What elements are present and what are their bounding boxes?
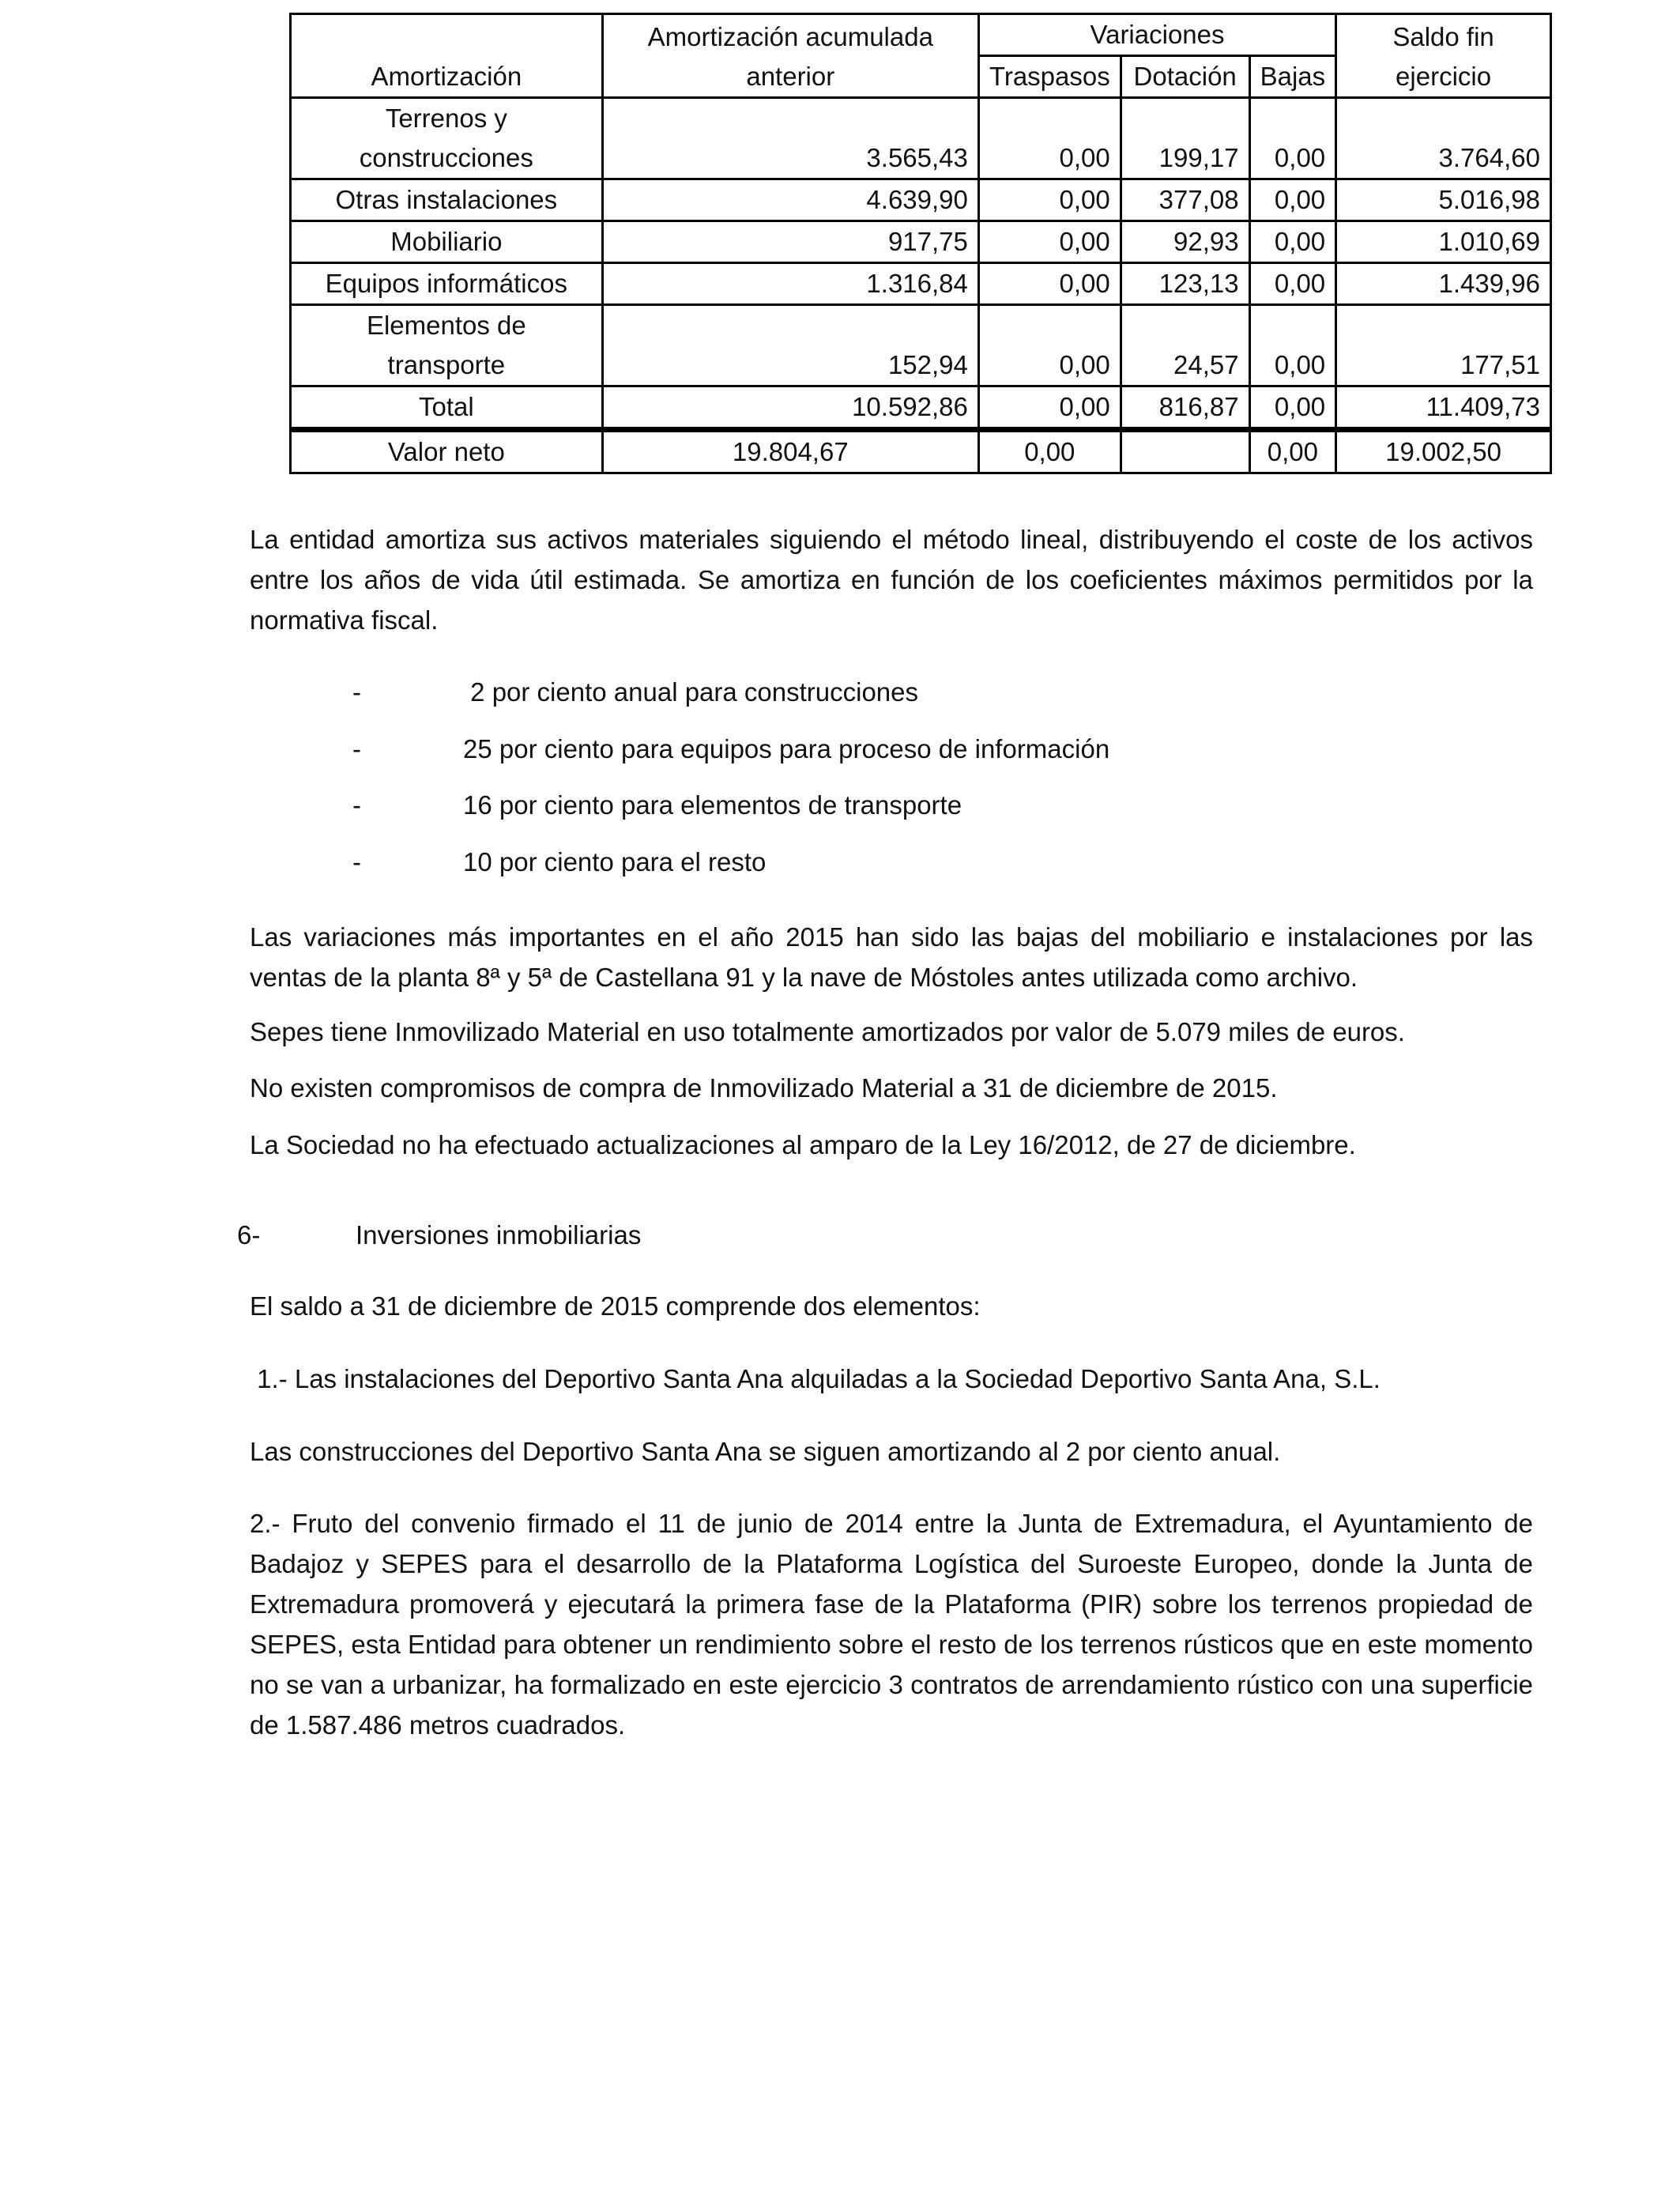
cell-saldo: 177,51 [1336, 305, 1551, 386]
neto-saldo: 19.002,50 [1336, 430, 1551, 473]
header-saldo-fin [1336, 14, 1551, 98]
total-saldo: 11.409,73 [1336, 386, 1551, 430]
paragraph-variaciones: Las variaciones más importantes en el año 2015 han sido las bajas del mobiliario e instalaciones por las ventas de la planta 8ª y 5ª de Castellana 91 y la nave de Móstoles antes utilizada como archivo. [250, 922, 1533, 992]
table-row [291, 98, 1551, 179]
row-label [291, 98, 603, 179]
section-heading [237, 1215, 641, 1255]
table-row [291, 221, 1551, 263]
neto-anterior: 19.804,67 [602, 430, 978, 473]
total-label: Total [291, 386, 603, 430]
cell-bajas: 0,00 [1249, 221, 1336, 263]
cell-bajas: 0,00 [1249, 305, 1336, 386]
paragraph-saldo: El saldo a 31 de diciembre de 2015 comprende dos elementos: [250, 1291, 981, 1321]
valor-neto-row [291, 430, 1551, 473]
cell-dotacion: 199,17 [1121, 98, 1249, 179]
paragraph-item-1: 1.- Las instalaciones del Deportivo Santa Ana alquiladas a la Sociedad Deportivo Santa Ana, S.L. [250, 1364, 1381, 1393]
table-header-row [291, 14, 1551, 56]
header-variaciones: Variaciones [978, 14, 1335, 56]
header-bajas: Bajas [1249, 56, 1336, 98]
bullet-dash: - [352, 790, 361, 820]
cell-saldo: 1.010,69 [1336, 221, 1551, 263]
total-anterior: 10.592,86 [602, 386, 978, 430]
header-saldo-line2: ejercicio [1396, 62, 1492, 91]
row-label: Otras instalaciones [291, 179, 603, 221]
cell-dotacion: 377,08 [1121, 179, 1249, 221]
bullet-text: 25 por ciento para equipos para proceso de información [463, 734, 1110, 763]
bullet-dash: - [352, 847, 361, 876]
cell-saldo: 5.016,98 [1336, 179, 1551, 221]
cell-anterior: 1.316,84 [602, 263, 978, 305]
paragraph-compromisos: No existen compromisos de compra de Inmovilizado Material a 31 de diciembre de 2015. [250, 1073, 1278, 1103]
bullet-text: 16 por ciento para elementos de transporte [463, 790, 962, 820]
section-number: 6- [237, 1220, 261, 1250]
row-label-line1: Elementos de [366, 311, 526, 340]
total-bajas: 0,00 [1249, 386, 1336, 430]
cell-anterior: 4.639,90 [602, 179, 978, 221]
bullet-dash: - [352, 734, 361, 763]
bullet-item [352, 842, 766, 882]
header-dotacion: Dotación [1121, 56, 1249, 98]
section-title: Inversiones inmobiliarias [356, 1220, 642, 1250]
bullet-text: 10 por ciento para el resto [463, 847, 767, 876]
header-acumulada-line2: anterior [746, 62, 835, 91]
header-acumulada-line1: Amortización acumulada [647, 22, 933, 51]
row-label [291, 305, 603, 386]
row-label: Equipos informáticos [291, 263, 603, 305]
cell-traspasos: 0,00 [978, 98, 1121, 179]
cell-traspasos: 0,00 [978, 263, 1121, 305]
neto-label: Valor neto [291, 430, 603, 473]
cell-bajas: 0,00 [1249, 179, 1336, 221]
row-label-line2: transporte [387, 350, 506, 379]
total-traspasos: 0,00 [978, 386, 1121, 430]
row-label-line2: construcciones [359, 143, 533, 172]
bullet-dash: - [352, 677, 361, 707]
bullet-text: 2 por ciento anual para construcciones [463, 677, 919, 707]
cell-dotacion: 123,13 [1121, 263, 1249, 305]
row-label-line1: Terrenos y [385, 104, 507, 133]
table-row [291, 305, 1551, 386]
cell-saldo: 3.764,60 [1336, 98, 1551, 179]
total-row [291, 386, 1551, 430]
neto-traspasos: 0,00 [978, 430, 1121, 473]
cell-bajas: 0,00 [1249, 263, 1336, 305]
cell-saldo: 1.439,96 [1336, 263, 1551, 305]
total-dotacion: 816,87 [1121, 386, 1249, 430]
cell-bajas: 0,00 [1249, 98, 1336, 179]
header-traspasos: Traspasos [978, 56, 1121, 98]
amortization-table [289, 13, 1552, 474]
table-row [291, 179, 1551, 221]
cell-dotacion: 24,57 [1121, 305, 1249, 386]
paragraph-metodo-lineal: La entidad amortiza sus activos materiales siguiendo el método lineal, distribuyendo el coste de los activos entre los años de vida útil estimada. Se amortiza en función de los coeficientes máximos permitidos por la normativa fiscal. [250, 525, 1533, 635]
bullet-item [352, 672, 918, 712]
neto-dotacion [1121, 430, 1249, 473]
neto-bajas: 0,00 [1249, 430, 1336, 473]
header-saldo-line1: Saldo fin [1392, 22, 1494, 51]
header-acumulada-anterior [602, 14, 978, 98]
bullet-item [352, 729, 1109, 769]
cell-traspasos: 0,00 [978, 221, 1121, 263]
paragraph-construcciones: Las construcciones del Deportivo Santa Ana se siguen amortizando al 2 por ciento anual. [250, 1437, 1281, 1466]
paragraph-item-2: 2.- Fruto del convenio firmado el 11 de junio de 2014 entre la Junta de Extremadura, el Ayuntamiento de Badajoz y SEPES para el desarrollo de la Plataforma Logística del Suroeste Europeo, donde la Junta de Extremadura promoverá y ejecutará la primera fase de la Plataforma (PIR) sobre los terrenos propiedad de SEPES, esta Entidad para obtener un rendimiento sobre el resto de los terrenos rústicos que en este momento no se van a urbanizar, ha formalizado en este ejercicio 3 contratos de arrendamiento rústico con una superficie de 1.587.486 metros cuadrados. [250, 1509, 1533, 1740]
header-amortizacion: Amortización [291, 14, 603, 98]
cell-anterior: 917,75 [602, 221, 978, 263]
bullet-item [352, 785, 962, 825]
row-label: Mobiliario [291, 221, 603, 263]
cell-traspasos: 0,00 [978, 179, 1121, 221]
cell-traspasos: 0,00 [978, 305, 1121, 386]
cell-anterior: 152,94 [602, 305, 978, 386]
paragraph-totalmente-amortizados: Sepes tiene Inmovilizado Material en uso totalmente amortizados por valor de 5.079 miles de euros. [250, 1017, 1405, 1046]
cell-anterior: 3.565,43 [602, 98, 978, 179]
cell-dotacion: 92,93 [1121, 221, 1249, 263]
paragraph-actualizaciones: La Sociedad no ha efectuado actualizaciones al amparo de la Ley 16/2012, de 27 de diciembre. [250, 1130, 1356, 1159]
table-row [291, 263, 1551, 305]
